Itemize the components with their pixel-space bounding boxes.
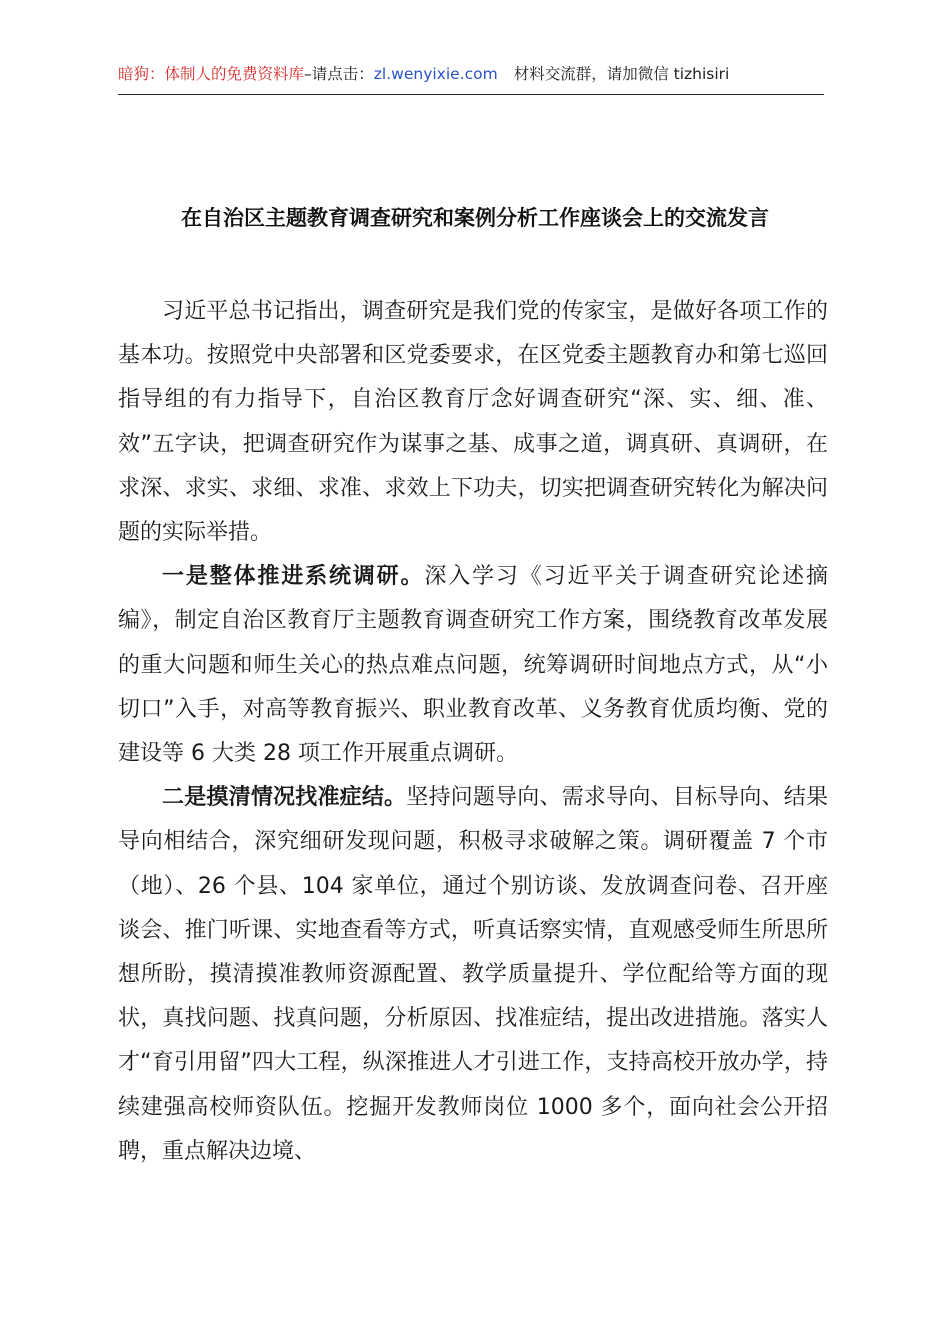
- header-brand: 暗狗：体制人的免费资料库: [118, 65, 305, 83]
- header-group-info: 材料交流群，请加微信 tizhisiri: [513, 65, 730, 83]
- paragraph-one: [118, 555, 828, 776]
- paragraph-two-lead: 二是摸清情况找准症结。: [162, 785, 407, 811]
- header-link[interactable]: zl.wenyixie.com: [373, 65, 498, 83]
- paragraph-two: [118, 776, 828, 1174]
- header-prompt: –请点击：: [304, 65, 374, 83]
- page-header: [118, 62, 824, 95]
- document-title: 在自治区主题教育调查研究和案例分析工作座谈会上的交流发言: [181, 206, 769, 230]
- paragraph-one-lead: 一是整体推进系统调研。: [162, 564, 425, 590]
- document-body: [118, 290, 828, 1174]
- paragraph-one-text: 深入学习《习近平关于调查研究论述摘编》，制定自治区教育厅主题教育调查研究工作方案，围绕教育改革发展的重大问题和师生关心的热点难点问题，统筹调研时间地点方式，从“小切口”入手，对高等教育振兴、职业教育改革、义务教育优质均衡、党的建设等 6 大类 28 项工作开展重点调研。: [118, 564, 828, 767]
- paragraph-intro: [118, 290, 828, 555]
- paragraph-intro-text: 习近平总书记指出，调查研究是我们党的传家宝，是做好各项工作的基本功。按照党中央部署和区党委要求，在区党委主题教育办和第七巡回指导组的有力指导下，自治区教育厅念好调查研究“深、实、细、准、效”五字诀，把调查研究作为谋事之基、成事之道，调真研、真调研，在求深、求实、求细、求准、求效上下功夫，切实把调查研究转化为解决问题的实际举措。: [118, 299, 828, 546]
- paragraph-two-text: 坚持问题导向、需求导向、目标导向、结果导向相结合，深究细研发现问题，积极寻求破解之策。调研覆盖 7 个市（地）、26 个县、104 家单位，通过个别访谈、发放调查问卷、召开座谈会、推门听课、实地查看等方式，听真话察实情，直观感受师生所思所想所盼，摸清摸准教师资源配置、教学质量提升、学位配给等方面的现状，真找问题、找真问题，分析原因、找准症结，提出改进措施。落实人才“育引用留”四大工程，纵深推进人才引进工作，支持高校开放办学，持续建强高校师资队伍。挖掘开发教师岗位 1000 多个，面向社会公开招聘，重点解决边境、: [118, 785, 828, 1164]
